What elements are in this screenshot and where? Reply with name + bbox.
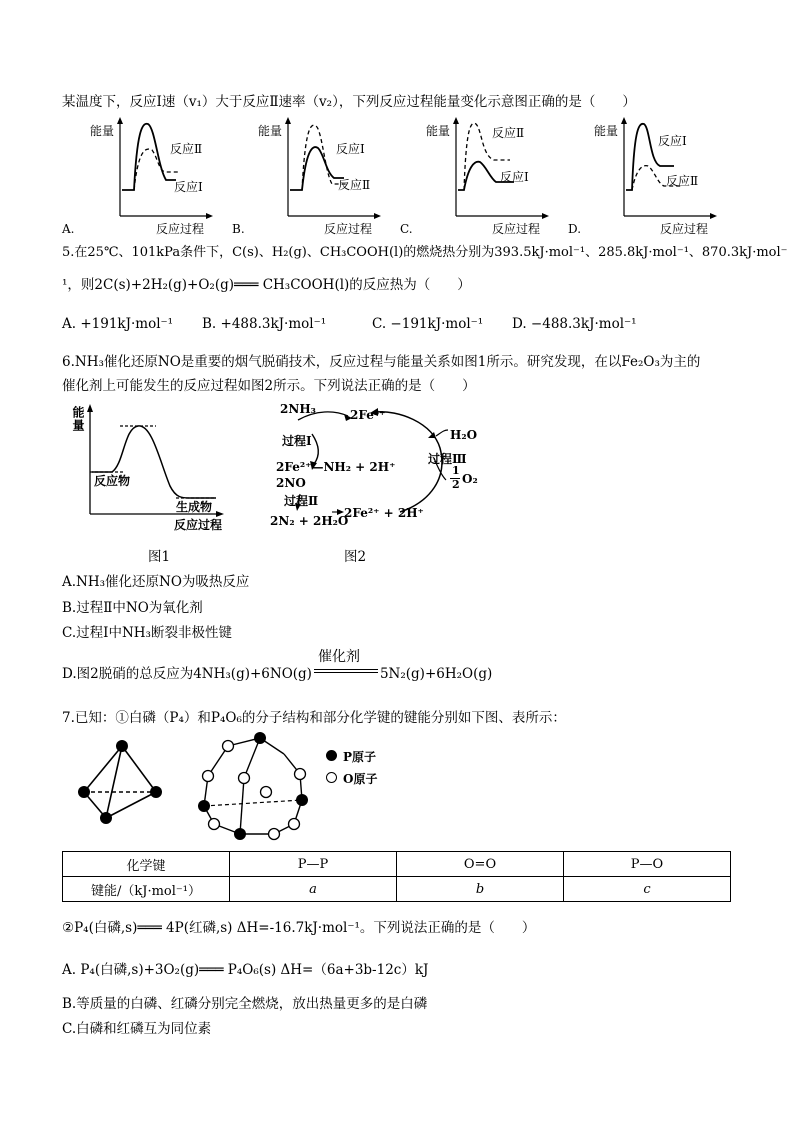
curve-label-top: 反应Ⅱ [492,126,525,140]
x-axis-label: 反应过程 [492,222,541,236]
no-label: 2NO [276,476,306,490]
table-cell: c [564,877,731,902]
q6-option-a: A.NH₃催化还原NO为吸热反应 [62,574,250,590]
q4-graph-c [398,112,568,234]
q7-option-c: C.白磷和红磷互为同位素 [62,1021,212,1037]
figure-2-caption: 图2 [344,549,367,565]
p4-molecule [72,736,172,836]
q7-option-b: B.等质量的白磷、红磷分别完全燃烧，放出热量更多的是白磷 [62,996,428,1012]
curve-label-top: 反应Ⅰ [658,134,687,148]
table-cell: b [397,877,564,902]
q4-graph-b [230,112,400,234]
p4o6-molecule [194,726,324,846]
catalyst-arrow [312,649,380,678]
half-denominator: 2 [452,478,460,491]
table-cell: a [230,877,397,902]
q5-option-a: A. +191kJ·mol⁻¹ [62,316,174,332]
table-header-row [63,852,731,877]
energy-graph-d [566,112,736,234]
table-row-label: 键能/（kJ·mol⁻¹） [63,877,230,902]
option-d-equation-left: D.图2脱硝的总反应为4NH₃(g)+6NO(g) [62,666,312,682]
q5-option-b: B. +488.3kJ·mol⁻¹ [202,316,327,332]
figure-1-caption: 图1 [148,549,171,565]
q7-condition-2: ②P₄(白磷,s)═══ 4P(红磷,s) ΔH=-16.7kJ·mol⁻¹。下列说法正确的是（ ） [62,920,536,936]
q5-line1: 5.在25℃、101kPa条件下，C(s)、H₂(g)、CH₃COOH(l)的燃烧热分别为393.5kJ·mol⁻¹、285.8kJ·mol⁻¹、870.3kJ·mol⁻ [62,245,788,260]
catalyst-label: 催化剂 [317,649,360,665]
table-header-cell: 化学键 [63,852,230,877]
curve-label-top: 反应Ⅰ [336,142,365,156]
q6-line2: 催化剂上可能发生的反应过程如图2所示。下列说法正确的是（ ） [62,378,476,394]
q5-option-c: C. −191kJ·mol⁻¹ [372,316,484,332]
q4-stem: 某温度下，反应Ⅰ速（v₁）大于反应Ⅱ速率（v₂），下列反应过程能量变化示意图正确的是（ ） [62,94,636,110]
products-label: 2N₂ + 2H₂O [270,514,349,528]
o-atom-legend: O原子 [343,772,378,786]
energy-graph-c [398,112,568,234]
x-axis-label: 反应过程 [156,222,205,236]
intermediate-label: 2Fe²⁺—NH₂ + 2H⁺ [276,460,396,474]
x-axis-label: 反应过程 [324,222,373,236]
process-1-label: 过程Ⅰ [282,434,312,448]
option-b-label: B. [232,222,245,236]
process-3-label: 过程Ⅲ [428,452,467,466]
curve-label-top: 反应Ⅱ [170,142,203,156]
q7-stem: 7.已知：①白磷（P₄）和P₄O₆的分子结构和部分化学键的键能分别如下图、表所示： [62,710,566,726]
y-axis-label: 能量 [71,406,85,432]
x-axis-label: 反应过程 [660,222,709,236]
option-d-label: D. [568,222,582,236]
q7-option-a: A. P₄(白磷,s)+3O₂(g)═══ P₄O₆(s) ΔH=（6a+3b-12c）kJ [62,962,429,978]
q6-figure-2 [268,398,508,565]
table-header-cell: P—P [230,852,397,877]
product-label: 生成物 [176,500,213,514]
fe3-label: 2Fe³⁺ [350,408,386,422]
bond-energy-table [62,851,731,902]
water-label: H₂O [450,428,478,442]
energy-graph-b [230,112,400,234]
q5-option-d: D. −488.3kJ·mol⁻¹ [512,316,637,332]
white-phosphorus-structure [72,736,172,836]
table-row [63,877,731,902]
curve-label-bottom: 反应Ⅱ [338,178,371,192]
option-d-equation-right: 5N₂(g)+6H₂O(g) [379,666,493,682]
q5-line2: ¹，则2C(s)+2H₂(g)+O₂(g)═══ CH₃COOH(l)的反应热为（ ） [62,277,471,293]
oxygen-label: O₂ [462,472,478,486]
energy-graph-a [62,112,232,234]
q6-line1: 6.NH₃催化还原NO是重要的烟气脱硝技术，反应过程与能量关系如图1所示。研究发现，在以Fe₂O₃为主的 [62,354,701,370]
o-atom-marker [326,772,337,783]
p-atom-legend: P原子 [343,750,377,764]
option-a-label: A. [62,222,75,236]
curve-label-bottom: 反应Ⅱ [666,174,699,188]
y-axis-label: 能量 [594,124,619,138]
p4o6-structure [194,726,324,846]
q4-graph-d [566,112,736,234]
atom-legend [326,748,406,788]
fe2-label: 2Fe²⁺ + 2H⁺ [344,506,424,520]
curve-label-bottom: 反应Ⅰ [174,180,203,194]
q6-option-d [62,649,493,682]
q4-graph-a [62,112,232,234]
q6-option-b: B.过程Ⅱ中NO为氧化剂 [62,600,203,616]
reactant-label: 反应物 [94,474,131,488]
y-axis-label: 能量 [258,124,283,138]
table-header-cell: P—O [564,852,731,877]
x-axis-label: 反应过程 [174,518,223,532]
q6-option-c: C.过程Ⅰ中NH₃断裂非极性键 [62,625,232,641]
y-axis-label: 能量 [90,124,115,138]
option-c-label: C. [400,222,413,236]
ammonia-label: 2NH₃ [280,402,316,416]
p-atom-marker [326,750,337,761]
half-numerator: 1 [452,464,460,477]
table-header-cell: O=O [397,852,564,877]
process-2-label: 过程Ⅱ [284,494,319,508]
q6-figure-1 [66,402,236,565]
y-axis-label: 能量 [426,124,451,138]
curve-label-bottom: 反应Ⅰ [500,170,529,184]
